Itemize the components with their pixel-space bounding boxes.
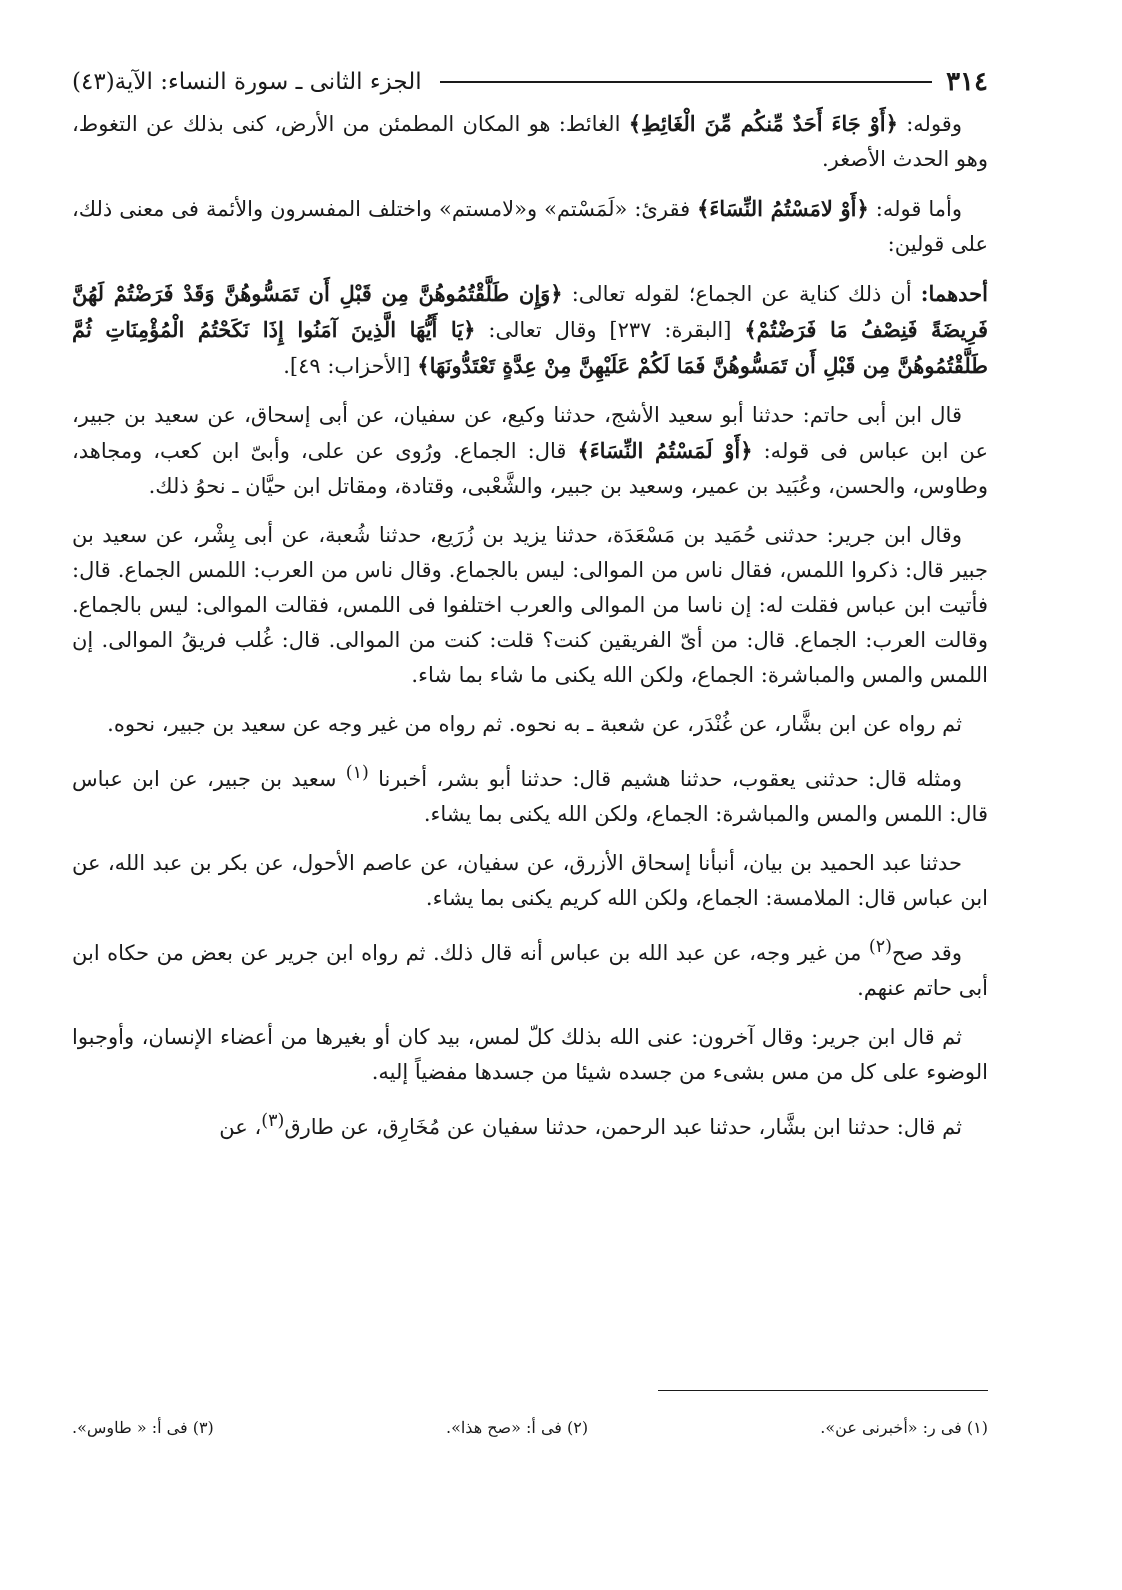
text-run: سعيد بن جبير، عن ابن عباس قال: اللمس والمس والمباشرة: الجماع، ولكن الله يكنى بما يشاء. <box>72 767 988 826</box>
footnote-ref: (٣) <box>261 1111 285 1131</box>
paragraph <box>72 398 988 504</box>
page-number: ٣١٤ <box>946 67 988 97</box>
footnote-ref: (٢) <box>868 937 892 957</box>
paragraph <box>72 106 988 177</box>
footnote-1: (١) فى ر: «أخبرنى عن». <box>820 1418 988 1437</box>
quran-quote: ﴿أَوْ جَاءَ أَحَدٌ مِّنكُم مِّنَ الْغَائِطِ﴾ <box>628 111 898 136</box>
text-run: حدثنا عبد الحميد بن بيان، أنبأنا إسحاق الأزرق، عن سفيان، عن عاصم الأحول، عن بكر بن عبد الله، عن ابن عباس قال: الملامسة: الجماع، ولكن الله كريم يكنى بما يشاء. <box>72 851 988 910</box>
paragraph <box>72 191 988 262</box>
lead-word: أحدهما: <box>920 281 988 306</box>
footnote-ref: (١) <box>345 763 369 783</box>
footnotes <box>72 1418 988 1437</box>
text-run: وقال ابن جرير: حدثنى حُمَيد بن مَسْعَدَة، حدثنا يزيد بن زُرَيع، حدثنا شُعبة، عن أبى بِشْر، عن سعيد بن جبير قال: ذكروا اللمس، فقال ناس من الموالى: ليس بالجماع. وقال ناس من العرب: اللمس الجماع. قال: فأتيت ابن عباس فقلت له: إن ناسا من الموالى والعرب اختلفوا فى اللمس، فقالت الموالى: ليس بالجماع. وقالت العرب: الجماع. قال: من أىّ الفريقين كنت؟ قلت: كنت من الموالى. قال: غُلب فريقُ الموالى. إن اللمس والمس والمباشرة: الجماع، ولكن الله يكنى ما شاء بما شاء. <box>72 523 988 687</box>
text-run: وقوله: <box>897 112 962 136</box>
text-run: ومثله قال: حدثنى يعقوب، حدثنا هشيم قال: حدثنا أبو بشر، أخبرنا <box>368 767 962 791</box>
paragraph <box>72 846 988 916</box>
paragraph <box>72 707 988 742</box>
paragraph <box>72 1020 988 1090</box>
quran-quote: ﴿أَوْ لامَسْتُمُ النِّسَاءَ﴾ <box>697 196 869 221</box>
text-run: [البقرة: ٢٣٧] وقال تعالى: <box>475 318 745 342</box>
quran-quote: ﴿يَا أَيُّهَا الَّذِينَ آمَنُوا إِذَا نَكَحْتُمُ الْمُؤْمِنَاتِ ثُمَّ طَلَّقْتُمُوهُنَّ مِن قَبْلِ أَن تَمَسُّوهُنَّ فَمَا لَكُمْ عَلَيْهِنَّ مِنْ عِدَّةٍ تَعْتَدُّونَهَا﴾ <box>72 317 988 378</box>
book-page <box>72 62 988 1562</box>
header-rule <box>440 81 932 83</box>
paragraph <box>72 1104 988 1145</box>
text-run: ، عن <box>219 1115 262 1139</box>
paragraph <box>72 276 988 384</box>
text-run: ثم رواه عن ابن بشَّار، عن غُنْدَر، عن شعبة ـ به نحوه. ثم رواه من غير وجه عن سعيد بن جبير، نحوه. <box>107 712 962 736</box>
text-run: قال ابن أبى حاتم: حدثنا أبو سعيد الأشج، حدثنا وكيع، عن سفيان، عن أبى إسحاق، عن سعيد بن جبير، عن ابن عباس فى قوله: <box>72 403 988 463</box>
text-run: ثم قال ابن جرير: وقال آخرون: عنى الله بذلك كلّ لمس، بيد كان أو بغيرها من أعضاء الإنسان، وأوجبوا الوضوء على كل من مس بشىء من جسده شيئا من جسدها مفضياً إليه. <box>72 1025 988 1084</box>
paragraph <box>72 518 988 693</box>
main-text <box>72 106 988 1145</box>
text-run: وقد صح <box>891 941 962 965</box>
text-run: وأما قوله: <box>868 197 962 221</box>
running-title: الجزء الثانى ـ سورة النساء: الآية(٤٣) <box>72 69 422 95</box>
text-run: ثم قال: حدثنا ابن بشَّار، حدثنا عبد الرحمن، حدثنا سفيان عن مُخَارِق، عن طارق <box>284 1115 962 1139</box>
footnote-2: (٢) فى أ: «صح هذا». <box>445 1418 589 1437</box>
text-run: من غير وجه، عن عبد الله بن عباس أنه قال ذلك. ثم رواه ابن جرير عن بعض من حكاه ابن أبى حاتم عنهم. <box>72 941 988 1000</box>
page-header <box>72 62 988 102</box>
paragraph <box>72 930 988 1006</box>
text-run: أن ذلك كناية عن الجماع؛ لقوله تعالى: <box>562 282 921 306</box>
footnote-separator <box>658 1390 988 1391</box>
text-run: فقرئ: «لَمَسْتم» و«لامستم» واختلف المفسرون والأئمة فى معنى ذلك، على قولين: <box>72 197 988 256</box>
quran-quote: ﴿أَوْ لَمَسْتُمُ النِّسَاءَ﴾ <box>577 438 753 463</box>
text-run: [الأحزاب: ٤٩]. <box>283 354 418 378</box>
quran-quote: ﴿وَإِن طَلَّقْتُمُوهُنَّ مِن قَبْلِ أَن تَمَسُّوهُنَّ وَقَدْ فَرَضْتُمْ لَهُنَّ فَرِيضَةً فَنِصْفُ مَا فَرَضْتُمْ﴾ <box>72 281 989 342</box>
text-run: الغائط: هو المكان المطمئن من الأرض، كنى بذلك عن التغوط، وهو الحدث الأصغر. <box>72 112 988 171</box>
text-run: قال: الجماع. ورُوى عن على، وأبىّ ابن كعب، ومجاهد، وطاوس، والحسن، وعُبَيد بن عمير، وسعيد بن جبير، والشَّعْبى، وقتادة، ومقاتل ابن حيَّان ـ نحوُ ذلك. <box>72 439 988 498</box>
footnote-3: (٣) فى أ: « طاوس». <box>72 1418 214 1437</box>
paragraph <box>72 756 988 832</box>
